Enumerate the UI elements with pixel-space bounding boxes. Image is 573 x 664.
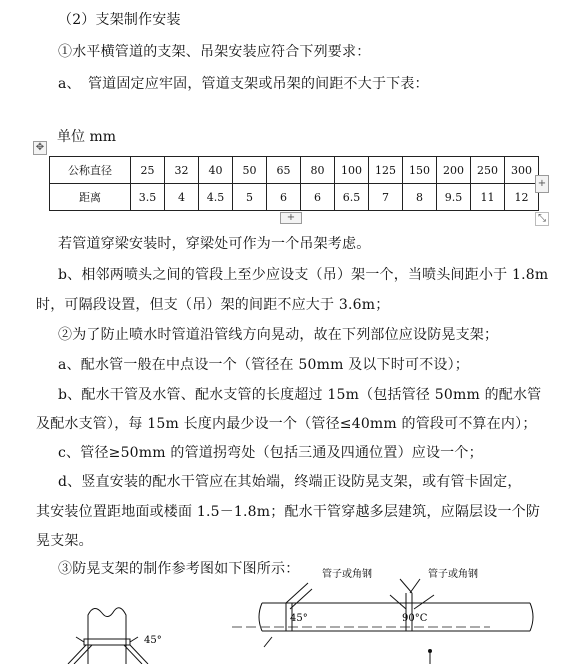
item-b-line-2: 时，可隔段设置，但支（吊）架的间距不应大于 3.6m； — [36, 297, 390, 313]
section-title: （2）支架制作安装 — [58, 12, 181, 28]
table-cell: 6 — [301, 184, 335, 211]
horizontal-pipe-drawing — [232, 579, 533, 664]
table-cell: 25 — [131, 157, 165, 184]
table-cell: 40 — [199, 157, 233, 184]
table-move-handle-icon[interactable]: ✥ — [33, 141, 47, 155]
table-cell: 200 — [437, 157, 471, 184]
table-cell: 4.5 — [199, 184, 233, 211]
table-cell: 50 — [233, 157, 267, 184]
table-header-diameter: 公称直径 — [50, 157, 131, 184]
table-cell: 9.5 — [437, 184, 471, 211]
item-3-heading: ③防晃支架的制作参考图如下图所示： — [58, 561, 300, 577]
pipe-or-angle-label-1: 管子或角钢 — [322, 569, 372, 580]
item-2b-line-2: 及配水支管），每 15m 长度内最少设一个（管径≤40mm 的管段可不算在内）； — [36, 416, 537, 432]
table-cell: 6 — [267, 184, 301, 211]
item-2c-text: c、管径≥50mm 的管道拐弯处（包括三通及四通位置）应设一个； — [58, 445, 483, 461]
item-b-line-1: b、相邻两喷头之间的管段上至少应设支（吊）架一个，当喷头间距小于 1.8m — [58, 267, 549, 283]
table-cell: 12 — [505, 184, 539, 211]
angle-45-left-label: 45° — [144, 635, 162, 646]
table-cell: 7 — [369, 184, 403, 211]
table-cell: 125 — [369, 157, 403, 184]
table-resize-handle-icon[interactable]: ⤡ — [535, 212, 549, 226]
table-cell: 6.5 — [335, 184, 369, 211]
table-cell: 8 — [403, 184, 437, 211]
table-cell: 5 — [233, 184, 267, 211]
table-cell: 32 — [165, 157, 199, 184]
table-cell: 80 — [301, 157, 335, 184]
crossbeam-paragraph: 若管道穿梁安装时，穿梁处可作为一个吊架考虑。 — [58, 236, 371, 252]
table-header-distance: 距离 — [50, 184, 131, 211]
support-spacing-table — [49, 156, 539, 211]
table-cell: 3.5 — [131, 184, 165, 211]
item-1-heading: ①水平横管道的支架、吊架安装应符合下列要求： — [58, 44, 371, 60]
table-cell: 150 — [403, 157, 437, 184]
item-2-heading: ②为了防止喷水时管道沿管线方向晃动，故在下列部位应设防晃支架； — [58, 327, 499, 343]
vertical-pipe-drawing — [68, 608, 148, 664]
angle-45-mid-label: 45° — [290, 613, 308, 624]
table-row — [50, 157, 539, 184]
table-cell: 11 — [471, 184, 505, 211]
table-cell: 4 — [165, 184, 199, 211]
table-cell: 100 — [335, 157, 369, 184]
angle-90-label: 90°C — [402, 613, 428, 624]
item-2d-line-2: 其安装位置距地面或楼面 1.5－1.8m；配水干管穿越多层建筑，应隔层设一个防 — [36, 504, 541, 520]
table-cell: 250 — [471, 157, 505, 184]
item-2d-line-1: d、竖直安装的配水干管应在其始端，终端正设防晃支架，或有管卡固定， — [58, 474, 522, 490]
table-cell: 300 — [505, 157, 539, 184]
add-column-button[interactable]: + — [535, 175, 549, 193]
item-2a-text: a、配水管一般在中点设一个（管径在 50mm 及以下时可不设）； — [58, 357, 470, 373]
item-a-text: a、 管道固定应牢固，管道支架或吊架的间距不大于下表： — [58, 76, 429, 92]
pipe-or-angle-label-2: 管子或角钢 — [428, 569, 478, 580]
item-2b-line-1: b、配水干管及水管、配水支管的长度超过 15m（包括管径 50mm 的配水管 — [58, 387, 542, 403]
table-cell: 65 — [267, 157, 301, 184]
anti-sway-bracket-figure — [50, 565, 550, 664]
table-row — [50, 184, 539, 211]
add-row-button[interactable]: + — [280, 212, 302, 224]
unit-label: 单位 mm — [57, 129, 117, 145]
item-2d-line-3: 晃支架。 — [36, 533, 93, 549]
